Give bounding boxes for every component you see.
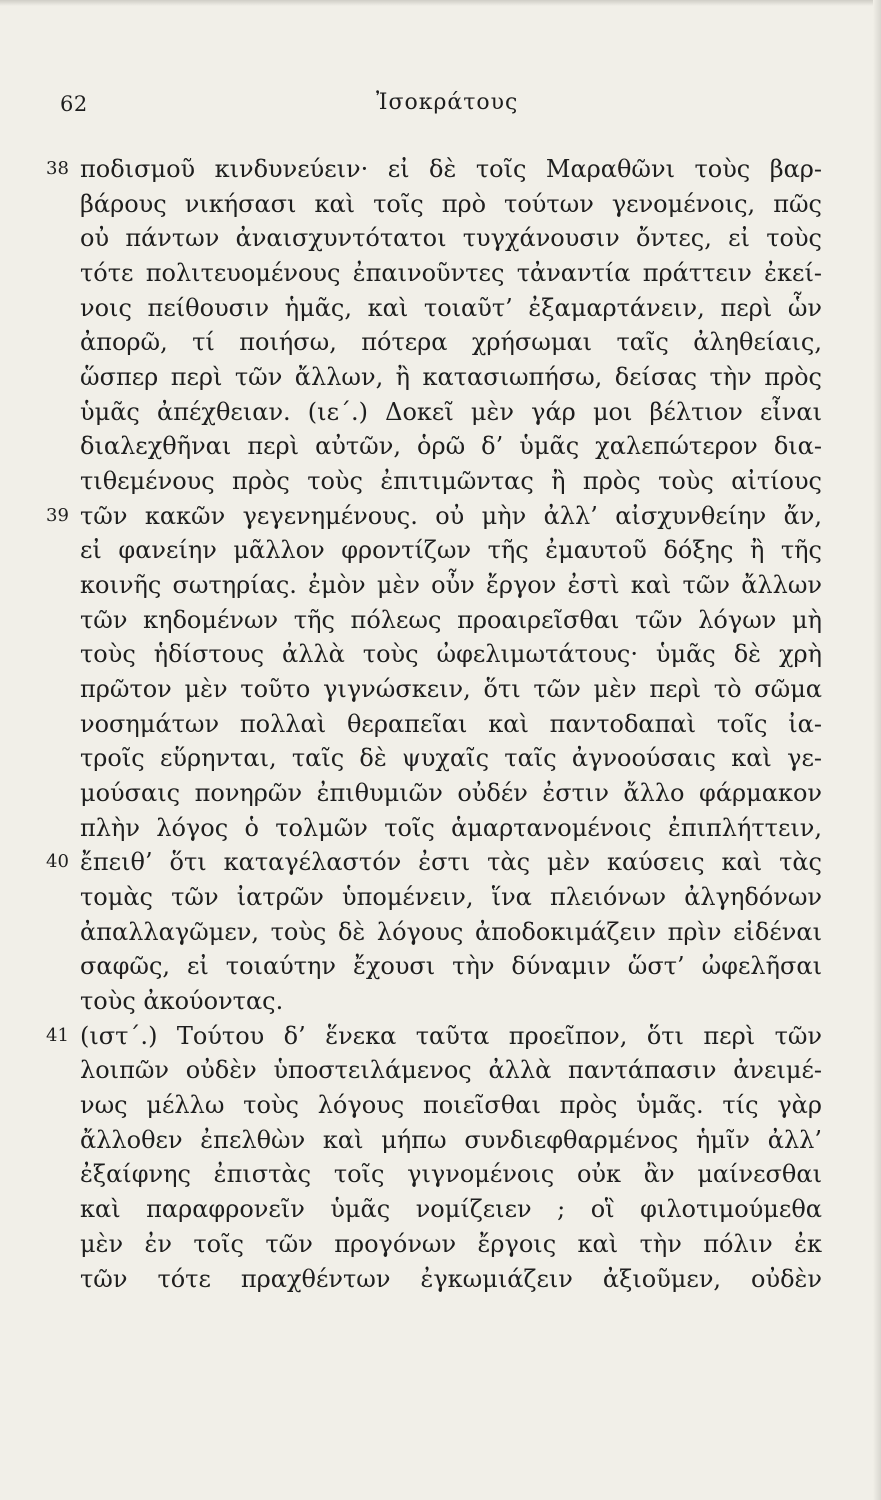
line-text: εἰ φανείην μᾶλλον φροντίζων τῆς ἐμαυτοῦ δόξης ἢ τῆς [80,536,822,565]
line-text: λοιπῶν οὐδὲν ὑποστειλάμενος ἀλλὰ παντάπασιν ἀνειμέ- [80,1056,822,1085]
text-line [80,568,822,603]
text-line [80,533,822,568]
line-text: ἀπαλλαγῶμεν, τοὺς δὲ λόγους ἀποδοκιμάζειν πρὶν εἰδέναι [80,917,822,946]
line-text: τοὺς ἡδίστους ἀλλὰ τοὺς ὠφελιμωτάτους· ὑμᾶς δὲ χρὴ [80,640,822,669]
text-line [80,464,822,499]
line-text: ἐξαίφνης ἐπιστὰς τοῖς γιγνομένοις οὐκ ἂν μαίνεσθαι [80,1160,822,1189]
line-text: οὐ πάντων ἀναισχυντότατοι τυγχάνουσιν ὄντες, εἰ τοὺς [80,224,822,253]
line-text: τῶν κηδομένων τῆς πόλεως προαιρεῖσθαι τῶν λόγων μὴ [80,605,822,634]
text-line [80,1123,822,1158]
line-text: καὶ παραφρονεῖν ὑμᾶς νομίζειεν ; οἳ φιλοτιμούμεθα [80,1195,822,1224]
margin-section-number: 39 [46,504,69,526]
text-line [80,291,822,326]
text-line [80,256,822,291]
line-text: (ιστ΄.) Τούτου δ’ ἕνεκα ταῦτα προεῖπον, ὅτι περὶ τῶν [80,1021,822,1050]
text-line [80,672,822,707]
line-text: μὲν ἐν τοῖς τῶν προγόνων ἔργοις καὶ τὴν πόλιν ἐκ [80,1229,822,1258]
line-text: κοινῆς σωτηρίας. ἐμὸν μὲν οὖν ἔργον ἐστὶ καὶ τῶν ἄλλων [80,571,822,600]
line-text: ὥσπερ περὶ τῶν ἄλλων, ἢ κατασιωπήσω, δείσας τὴν πρὸς [80,363,822,392]
page-right-edge [873,0,881,1500]
margin-section-number: 40 [46,851,69,873]
line-text: τότε πολιτευομένους ἐπαινοῦντες τἀναντία πράττειν ἐκεί- [80,259,822,288]
text-line [80,1262,822,1297]
line-text: πρῶτον μὲν τοῦτο γιγνώσκειν, ὅτι τῶν μὲν περὶ τὸ σῶμα [80,675,822,704]
line-text: νοις πείθουσιν ἡμᾶς, καὶ τοιαῦτ’ ἐξαμαρτάνειν, περὶ ὧν [80,293,822,322]
line-text: τοὺς ἀκούοντας. [80,987,284,1016]
text-line [80,1192,822,1227]
line-text: τροῖς εὕρηνται, ταῖς δὲ ψυχαῖς ταῖς ἀγνοούσαις καὶ γε- [80,744,822,773]
text-line [80,776,822,811]
line-text: ἔπειθ’ ὅτι καταγέλαστόν ἐστι τὰς μὲν καύσεις καὶ τὰς [80,848,822,877]
text-line [80,395,822,430]
text-line [80,325,822,360]
line-text: ποδισμοῦ κινδυνεύειν· εἰ δὲ τοῖς Μαραθῶνι τοὺς βαρ- [80,155,822,183]
text-line [80,360,822,395]
line-text: τῶν κακῶν γεγενημένους. οὐ μὴν ἀλλ’ αἰσχυνθείην ἄν, [80,501,822,530]
margin-section-number: 38 [46,158,69,179]
text-line [80,603,822,638]
text-line [46,499,822,534]
text-line [80,637,822,672]
text-line [80,1227,822,1262]
text-line [80,1088,822,1123]
text-line [80,187,822,222]
line-text: ἀπορῶ, τί ποιήσω, πότερα χρήσωμαι ταῖς ἀληθείαις, [80,328,822,357]
line-text: τῶν τότε πραχθέντων ἐγκωμιάζειν ἀξιοῦμεν, οὐδὲν [80,1264,822,1293]
text-line [46,845,822,880]
text-line [80,880,822,915]
line-text: ὑμᾶς ἀπέχθειαν. (ιε΄.) Δοκεῖ μὲν γάρ μοι βέλτιον εἶναι [80,397,822,426]
text-line [46,152,822,187]
text-line [80,811,822,846]
line-text: σαφῶς, εἰ τοιαύτην ἔχουσι τὴν δύναμιν ὥστ’ ὠφελῆσαι [80,952,822,981]
text-line [80,915,822,950]
page-top-edge [0,0,881,6]
line-text: πλὴν λόγος ὁ τολμῶν τοῖς ἁμαρτανομένοις ἐπιπλήττειν, [80,813,822,842]
text-line [80,221,822,256]
running-head: Ἰσοκράτους [376,90,519,115]
line-text: τιθεμένους πρὸς τοὺς ἐπιτιμῶντας ἢ πρὸς τοὺς αἰτίους [80,467,822,496]
text-line [46,1019,822,1054]
line-text: νως μέλλω τοὺς λόγους ποιεῖσθαι πρὸς ὑμᾶς. τίς γὰρ [80,1091,822,1120]
line-text: νοσημάτων πολλαὶ θεραπεῖαι καὶ παντοδαπαὶ τοῖς ἰα- [80,709,822,738]
text-line [80,429,822,464]
line-text: μούσαις πονηρῶν ἐπιθυμιῶν οὐδέν ἐστιν ἄλλο φάρμακον [80,779,822,808]
text-line [80,984,822,1019]
text-line [80,707,822,742]
text-line [80,1157,822,1192]
text-line [80,741,822,776]
page-number: 62 [60,92,88,116]
margin-section-number: 41 [46,1024,69,1046]
text-line [80,1053,822,1088]
line-text: τομὰς τῶν ἰατρῶν ὑπομένειν, ἵνα πλειόνων ἀλγηδόνων [80,883,822,912]
line-text: βάρους νικήσασι καὶ τοῖς πρὸ τούτων γενομένοις, πῶς [80,189,822,218]
line-text: διαλεχθῆναι περὶ αὐτῶν, ὁρῶ δ’ ὑμᾶς χαλεπώτερον δια- [80,432,822,461]
body-text [46,152,822,1296]
text-line [80,949,822,984]
line-text: ἄλλοθεν ἐπελθὼν καὶ μήπω συνδιεφθαρμένος ἡμῖν ἀλλ’ [80,1125,822,1154]
